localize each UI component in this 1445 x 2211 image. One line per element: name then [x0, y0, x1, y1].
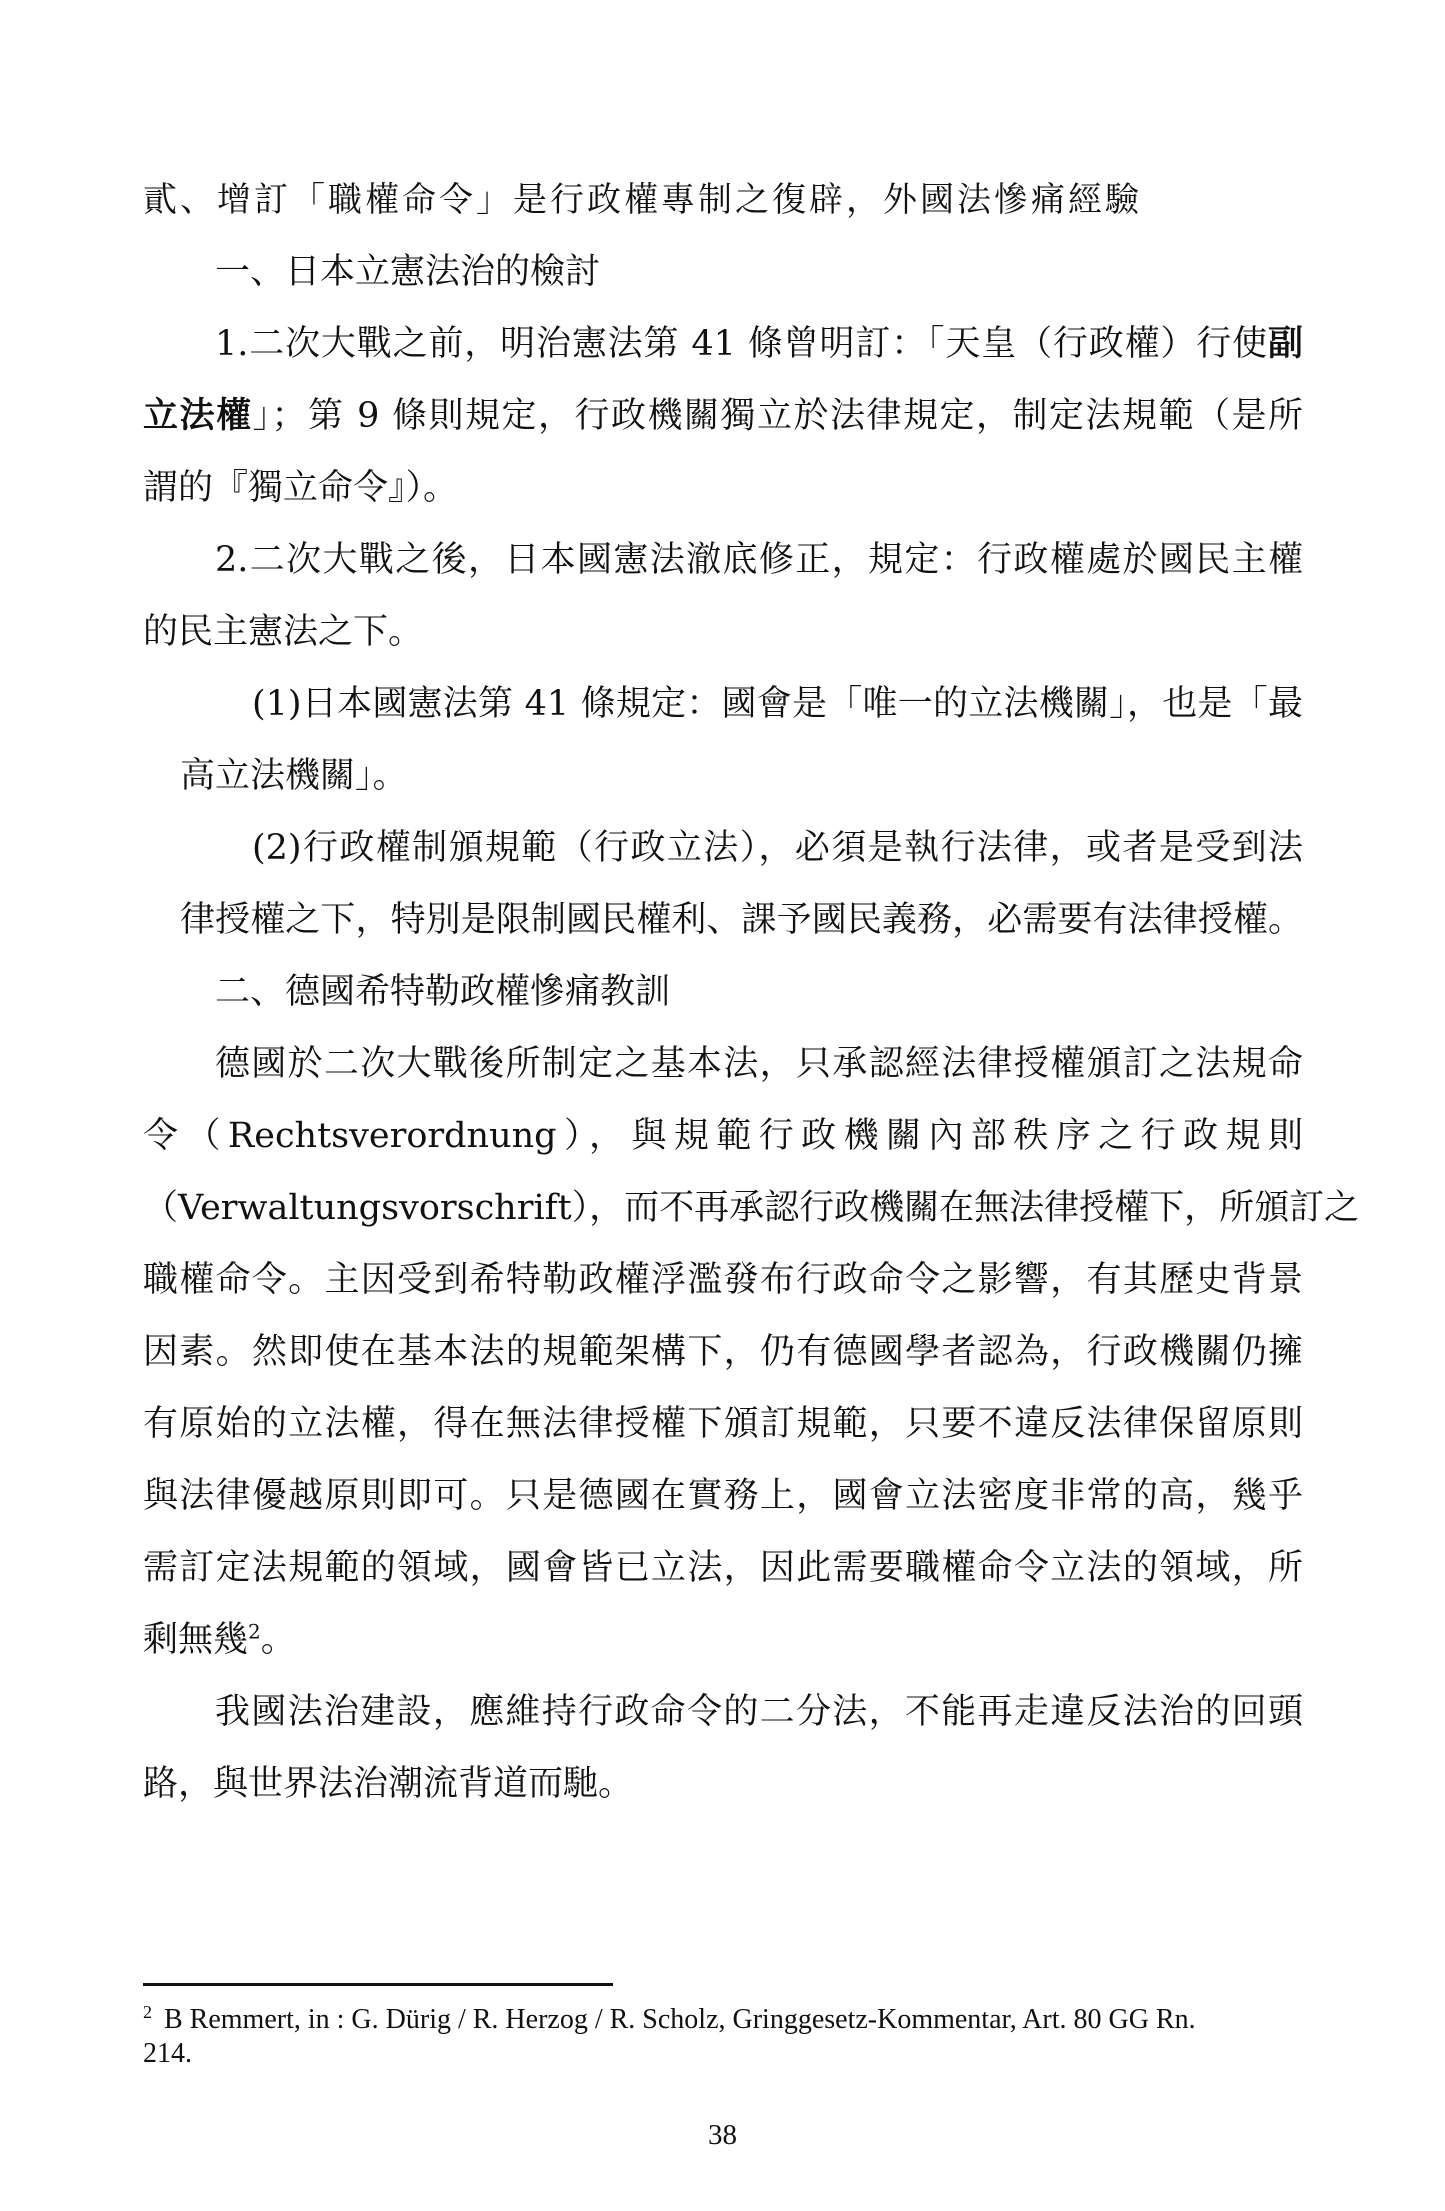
paragraph-line: 2.二次大戰之後，日本國憲法澈底修正，規定：行政權處於國民主權 [215, 540, 1303, 580]
paragraph-line: 謂的『獨立命令』）。 [143, 468, 459, 508]
paragraph-line: 的民主憲法之下。 [143, 612, 424, 652]
paragraph-line: 高立法機關」。 [180, 756, 408, 796]
paragraph-line: （Verwaltungsvorschrift），而不再承認行政機關在無法律授權下，所頒訂之 [143, 1188, 1360, 1228]
paragraph-line: 德國於二次大戰後所制定之基本法，只承認經法律授權頒訂之法規命 [215, 1044, 1303, 1084]
paragraph-line: (2)行政權制頒規範（行政立法），必須是執行法律，或者是受到法 [252, 828, 1303, 868]
footnote-separator [143, 1983, 613, 1986]
page-number: 38 [708, 2119, 737, 2151]
paragraph-line: 令（Rechtsverordnung），與規範行政機關內部秩序之行政規則 [143, 1116, 1303, 1156]
footnote-number: 2 [143, 2001, 152, 2022]
paragraph-line: (1)日本國憲法第 41 條規定：國會是「唯一的立法機關」，也是「最 [252, 684, 1303, 724]
paragraph-line: 我國法治建設，應維持行政命令的二分法，不能再走違反法治的回頭 [215, 1692, 1303, 1732]
paragraph-line: 需訂定法規範的領域，國會皆已立法，因此需要職權命令立法的領域，所 [143, 1548, 1303, 1588]
paragraph-line: 立法權」；第 9 條則規定，行政機關獨立於法律規定，制定法規範（是所 [143, 395, 1303, 436]
paragraph-line: 職權命令。主因受到希特勒政權浮濫發布行政命令之影響，有其歷史背景 [143, 1260, 1303, 1300]
subsection-title-germany: 二、德國希特勒政權慘痛教訓 [215, 972, 671, 1012]
paragraph-line: 律授權之下，特別是限制國民權利、課予國民義務，必需要有法律授權。 [180, 900, 1303, 940]
paragraph-line: 因素。然即使在基本法的規範架構下，仍有德國學者認為，行政機關仍擁 [143, 1332, 1303, 1372]
footnote [143, 2003, 1303, 2037]
paragraph-line: 1.二次大戰之前，明治憲法第 41 條曾明訂：「天皇（行政權）行使副 [215, 323, 1303, 364]
section-heading: 貳、增訂「職權命令」是行政權專制之復辟，外國法慘痛經驗 [143, 180, 1142, 220]
paragraph-line: 剩無幾$^2$。 [143, 1619, 296, 1660]
footnote-continuation: 214. [143, 2038, 192, 2069]
footnote-reference[interactable]: 2 [248, 1619, 261, 1644]
subsection-title-japan: 一、日本立憲法治的檢討 [215, 252, 601, 292]
paragraph-line: 路，與世界法治潮流背道而馳。 [143, 1764, 634, 1804]
paragraph-line: 與法律優越原則即可。只是德國在實務上，國會立法密度非常的高，幾乎 [143, 1476, 1303, 1516]
footnote-text: B Remmert, in : G. Dürig / R. Herzog / R. Scholz, Gringgesetz-Kommentar, Art. 80 GG Rn. [164, 2004, 1196, 2035]
paragraph-line: 有原始的立法權，得在無法律授權下頒訂規範，只要不違反法律保留原則 [143, 1404, 1303, 1444]
